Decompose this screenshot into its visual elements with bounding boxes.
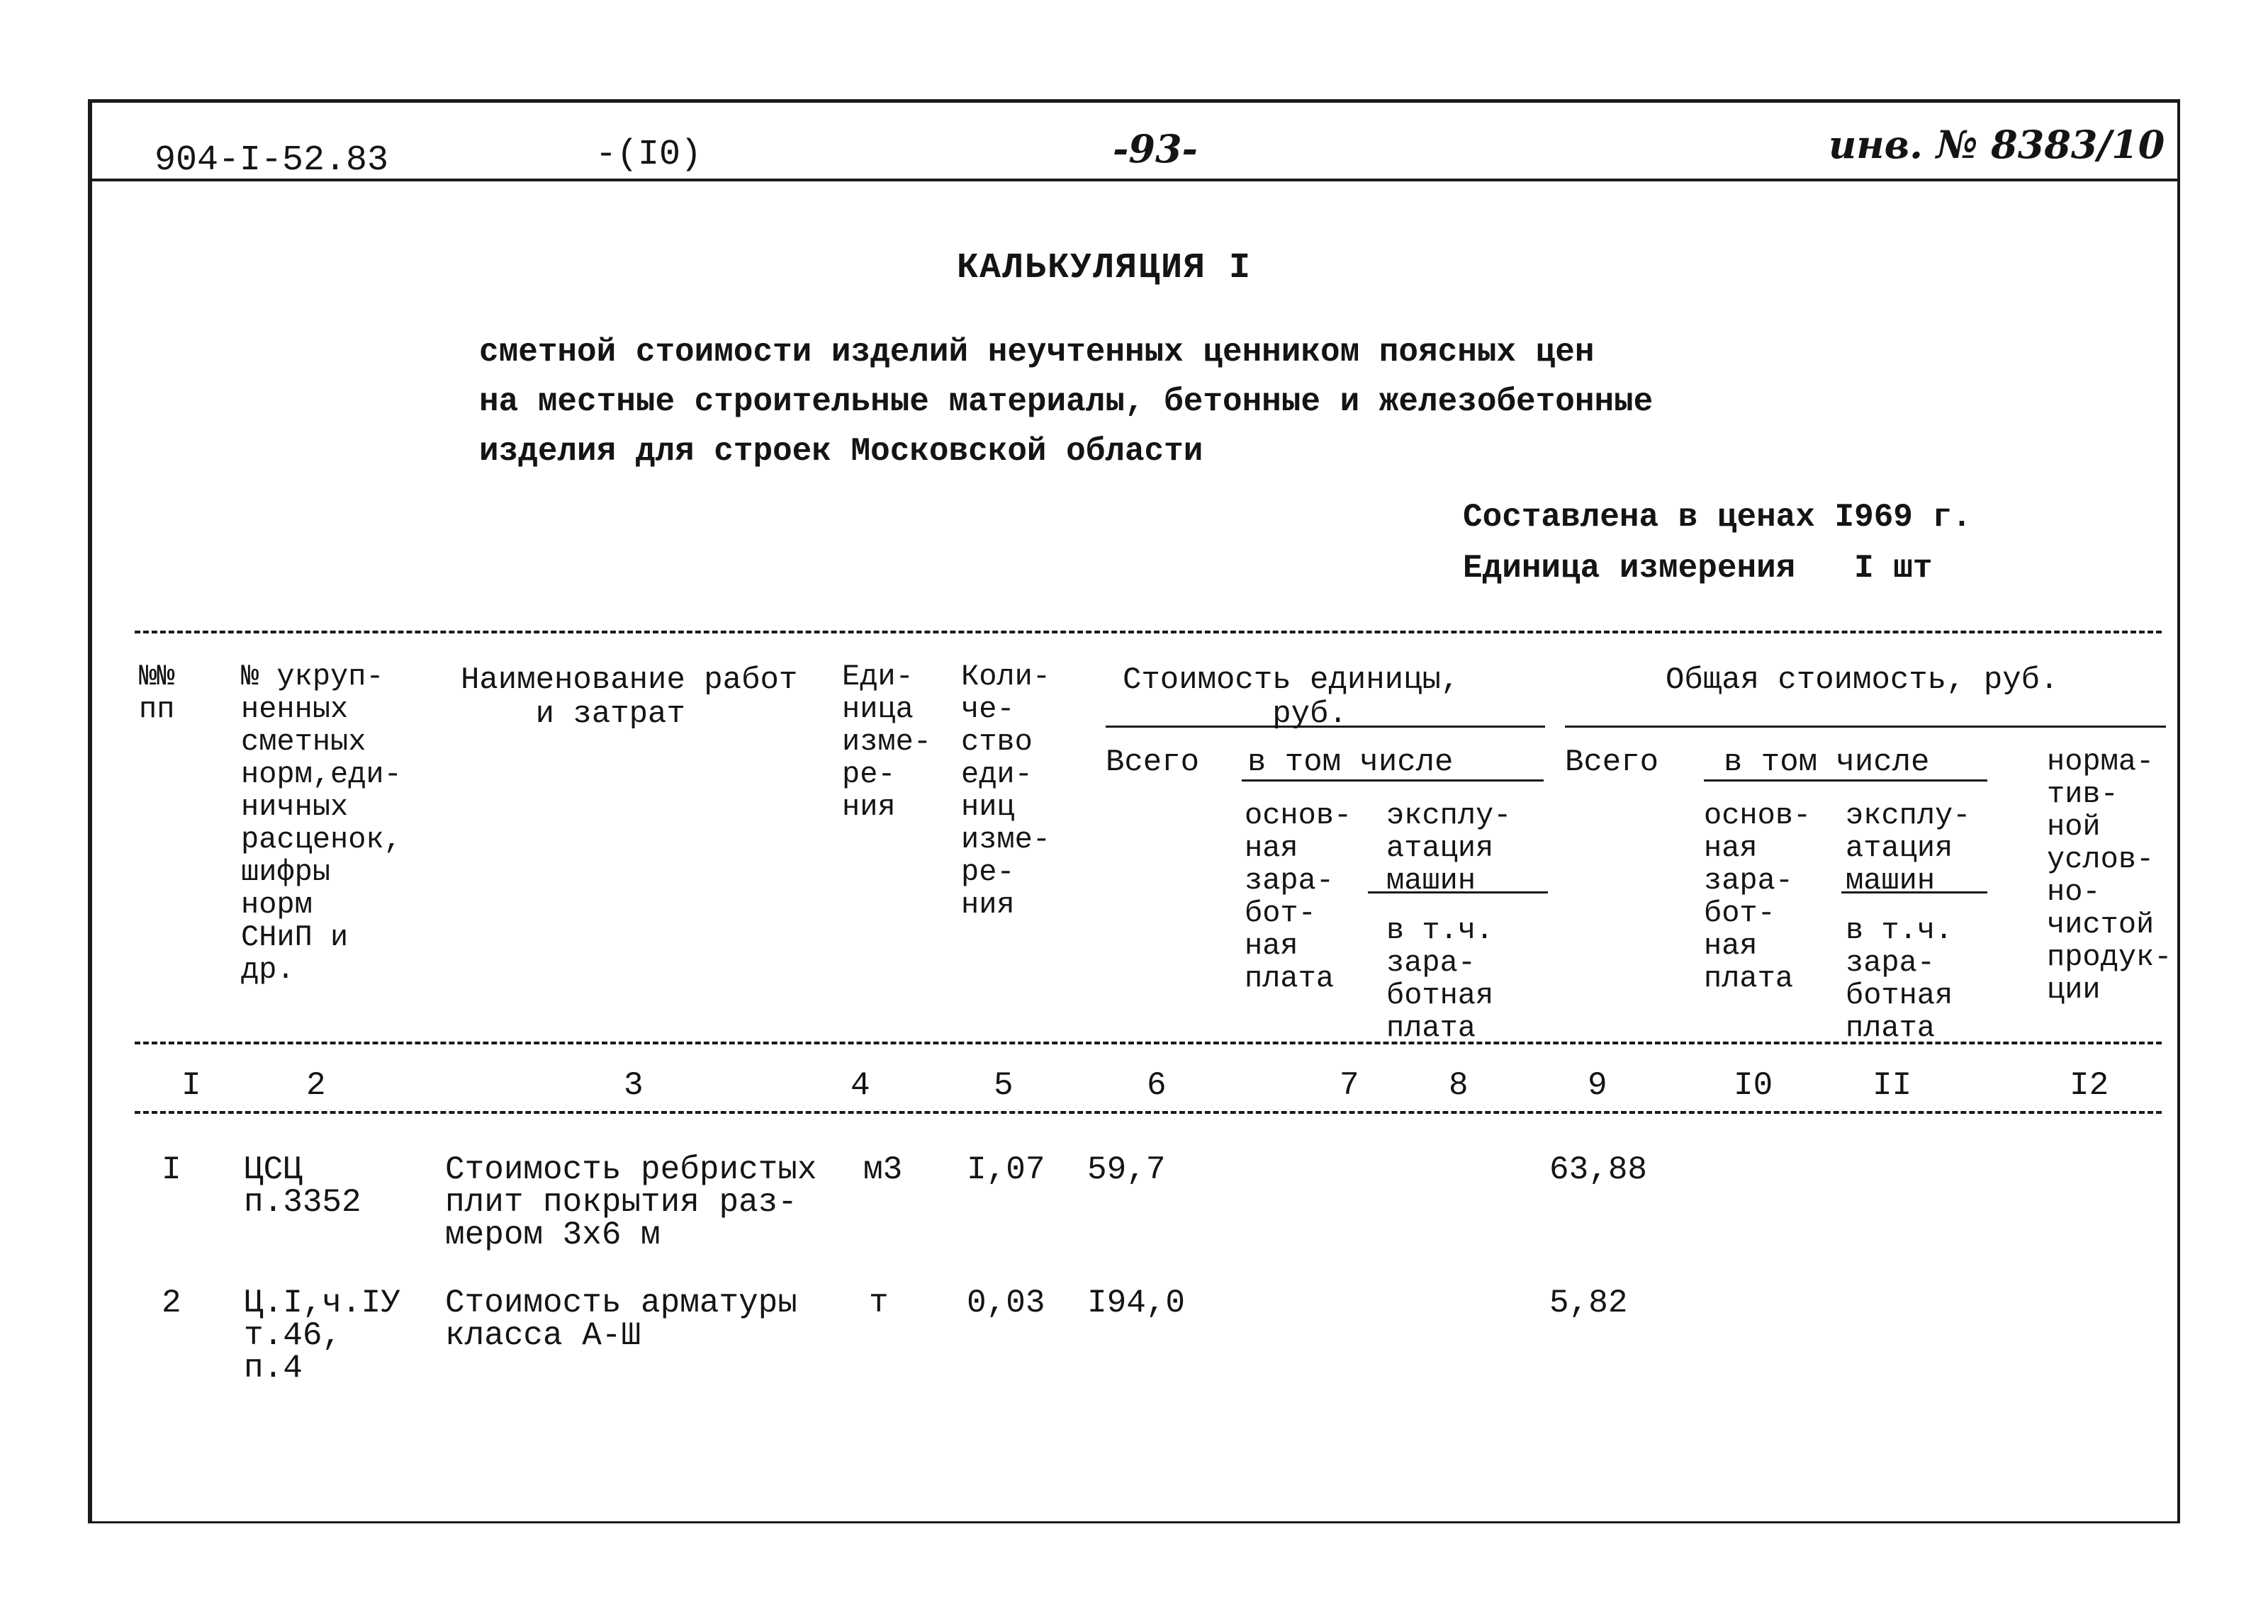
col-number: I0 xyxy=(1734,1067,1773,1104)
unit-machines-header: эксплу- атация машин xyxy=(1386,799,1512,898)
col-number: I2 xyxy=(2070,1067,2109,1104)
total-cost-header: Общая стоимость, руб. xyxy=(1666,662,2059,698)
album-number: -(I0) xyxy=(595,135,702,175)
unit-of-measure: Единица измерения I шт xyxy=(1463,550,1933,587)
unit-base-wage-header: основ- ная зара- бот- ная плата xyxy=(1245,799,1352,996)
column-number-rule xyxy=(135,1111,2162,1114)
unit-machine-wage-header: в т.ч. зара- ботная плата xyxy=(1386,913,1494,1045)
col-header-5: Коли- че- ство еди- ниц изме- ре- ния xyxy=(961,660,1051,922)
col-number: 2 xyxy=(306,1067,326,1104)
col-number: 9 xyxy=(1588,1067,1607,1104)
col-number: 6 xyxy=(1147,1067,1167,1104)
col-number: I xyxy=(181,1067,201,1104)
col-header-3: Наименование работ и затрат xyxy=(461,662,798,732)
row-1-quantity: I,07 xyxy=(967,1151,1045,1188)
row-1-total: 63,88 xyxy=(1549,1151,1648,1188)
page-title: КАЛЬКУЛЯЦИЯ I xyxy=(957,248,1252,288)
row-2-total: 5,82 xyxy=(1549,1285,1628,1321)
total-cost-underline xyxy=(1565,726,2166,728)
sum-machines-header: эксплу- атация машин xyxy=(1846,799,1971,898)
unit-total-header: Всего xyxy=(1106,745,1200,780)
col-number: II xyxy=(1873,1067,1912,1104)
row-1-name: Стоимость ребристых плит покрытия раз- мером 3х6 м xyxy=(445,1151,817,1253)
row-2-quantity: 0,03 xyxy=(967,1285,1045,1321)
sum-machine-wage-header: в т.ч. зара- ботная плата xyxy=(1846,913,1953,1045)
row-2-unit-price: I94,0 xyxy=(1087,1285,1186,1321)
col-number: 3 xyxy=(624,1067,644,1104)
normative-header: норма- тив- ной услов- но- чистой продук- ции xyxy=(2047,745,2172,1007)
col-header-2: № укруп- ненных сметных норм,еди- ничных расценок, шифры норм СНиП и др. xyxy=(241,660,402,987)
col-number: 7 xyxy=(1340,1067,1359,1104)
unit-cost-header: Стоимость единицы, руб. xyxy=(1123,662,1460,732)
col-header-4: Еди- ница изме- ре- ния xyxy=(842,660,932,824)
header-rule xyxy=(88,179,2180,181)
col-header-1: №№ пп xyxy=(139,660,175,726)
row-2-unit: т xyxy=(869,1285,889,1321)
col-number: 5 xyxy=(994,1067,1014,1104)
inventory-number: инв. № 8383/10 xyxy=(1829,122,2165,167)
row-2-name: Стоимость арматуры класса А-Ш xyxy=(445,1285,797,1354)
sum-base-wage-header: основ- ная зара- бот- ная плата xyxy=(1704,799,1812,996)
sum-including-header: в том числе xyxy=(1724,745,1930,780)
table-top-rule xyxy=(135,631,2162,633)
col-number: 4 xyxy=(850,1067,870,1104)
row-2-code: Ц.I,ч.IУ т.46, п.4 xyxy=(244,1285,400,1387)
col-number: 8 xyxy=(1449,1067,1469,1104)
row-1-unit-price: 59,7 xyxy=(1087,1151,1166,1188)
price-basis: Составлена в ценах I969 г. xyxy=(1463,499,1972,536)
sum-total-header: Всего xyxy=(1565,745,1659,780)
row-1-code: ЦСЦ п.3352 xyxy=(244,1151,361,1221)
document-code: 904-I-52.83 xyxy=(155,140,389,181)
page-subtitle: сметной стоимости изделий неучтенных ценником поясных цен на местные строительные материалы, бетонные и железобетонные изделия для строек Московской области xyxy=(479,334,1654,470)
row-1-unit: м3 xyxy=(863,1151,903,1188)
row-2-number: 2 xyxy=(162,1285,181,1321)
unit-including-header: в том числе xyxy=(1247,745,1454,780)
page-number: -93- xyxy=(1113,126,1198,171)
row-1-number: I xyxy=(162,1151,181,1188)
